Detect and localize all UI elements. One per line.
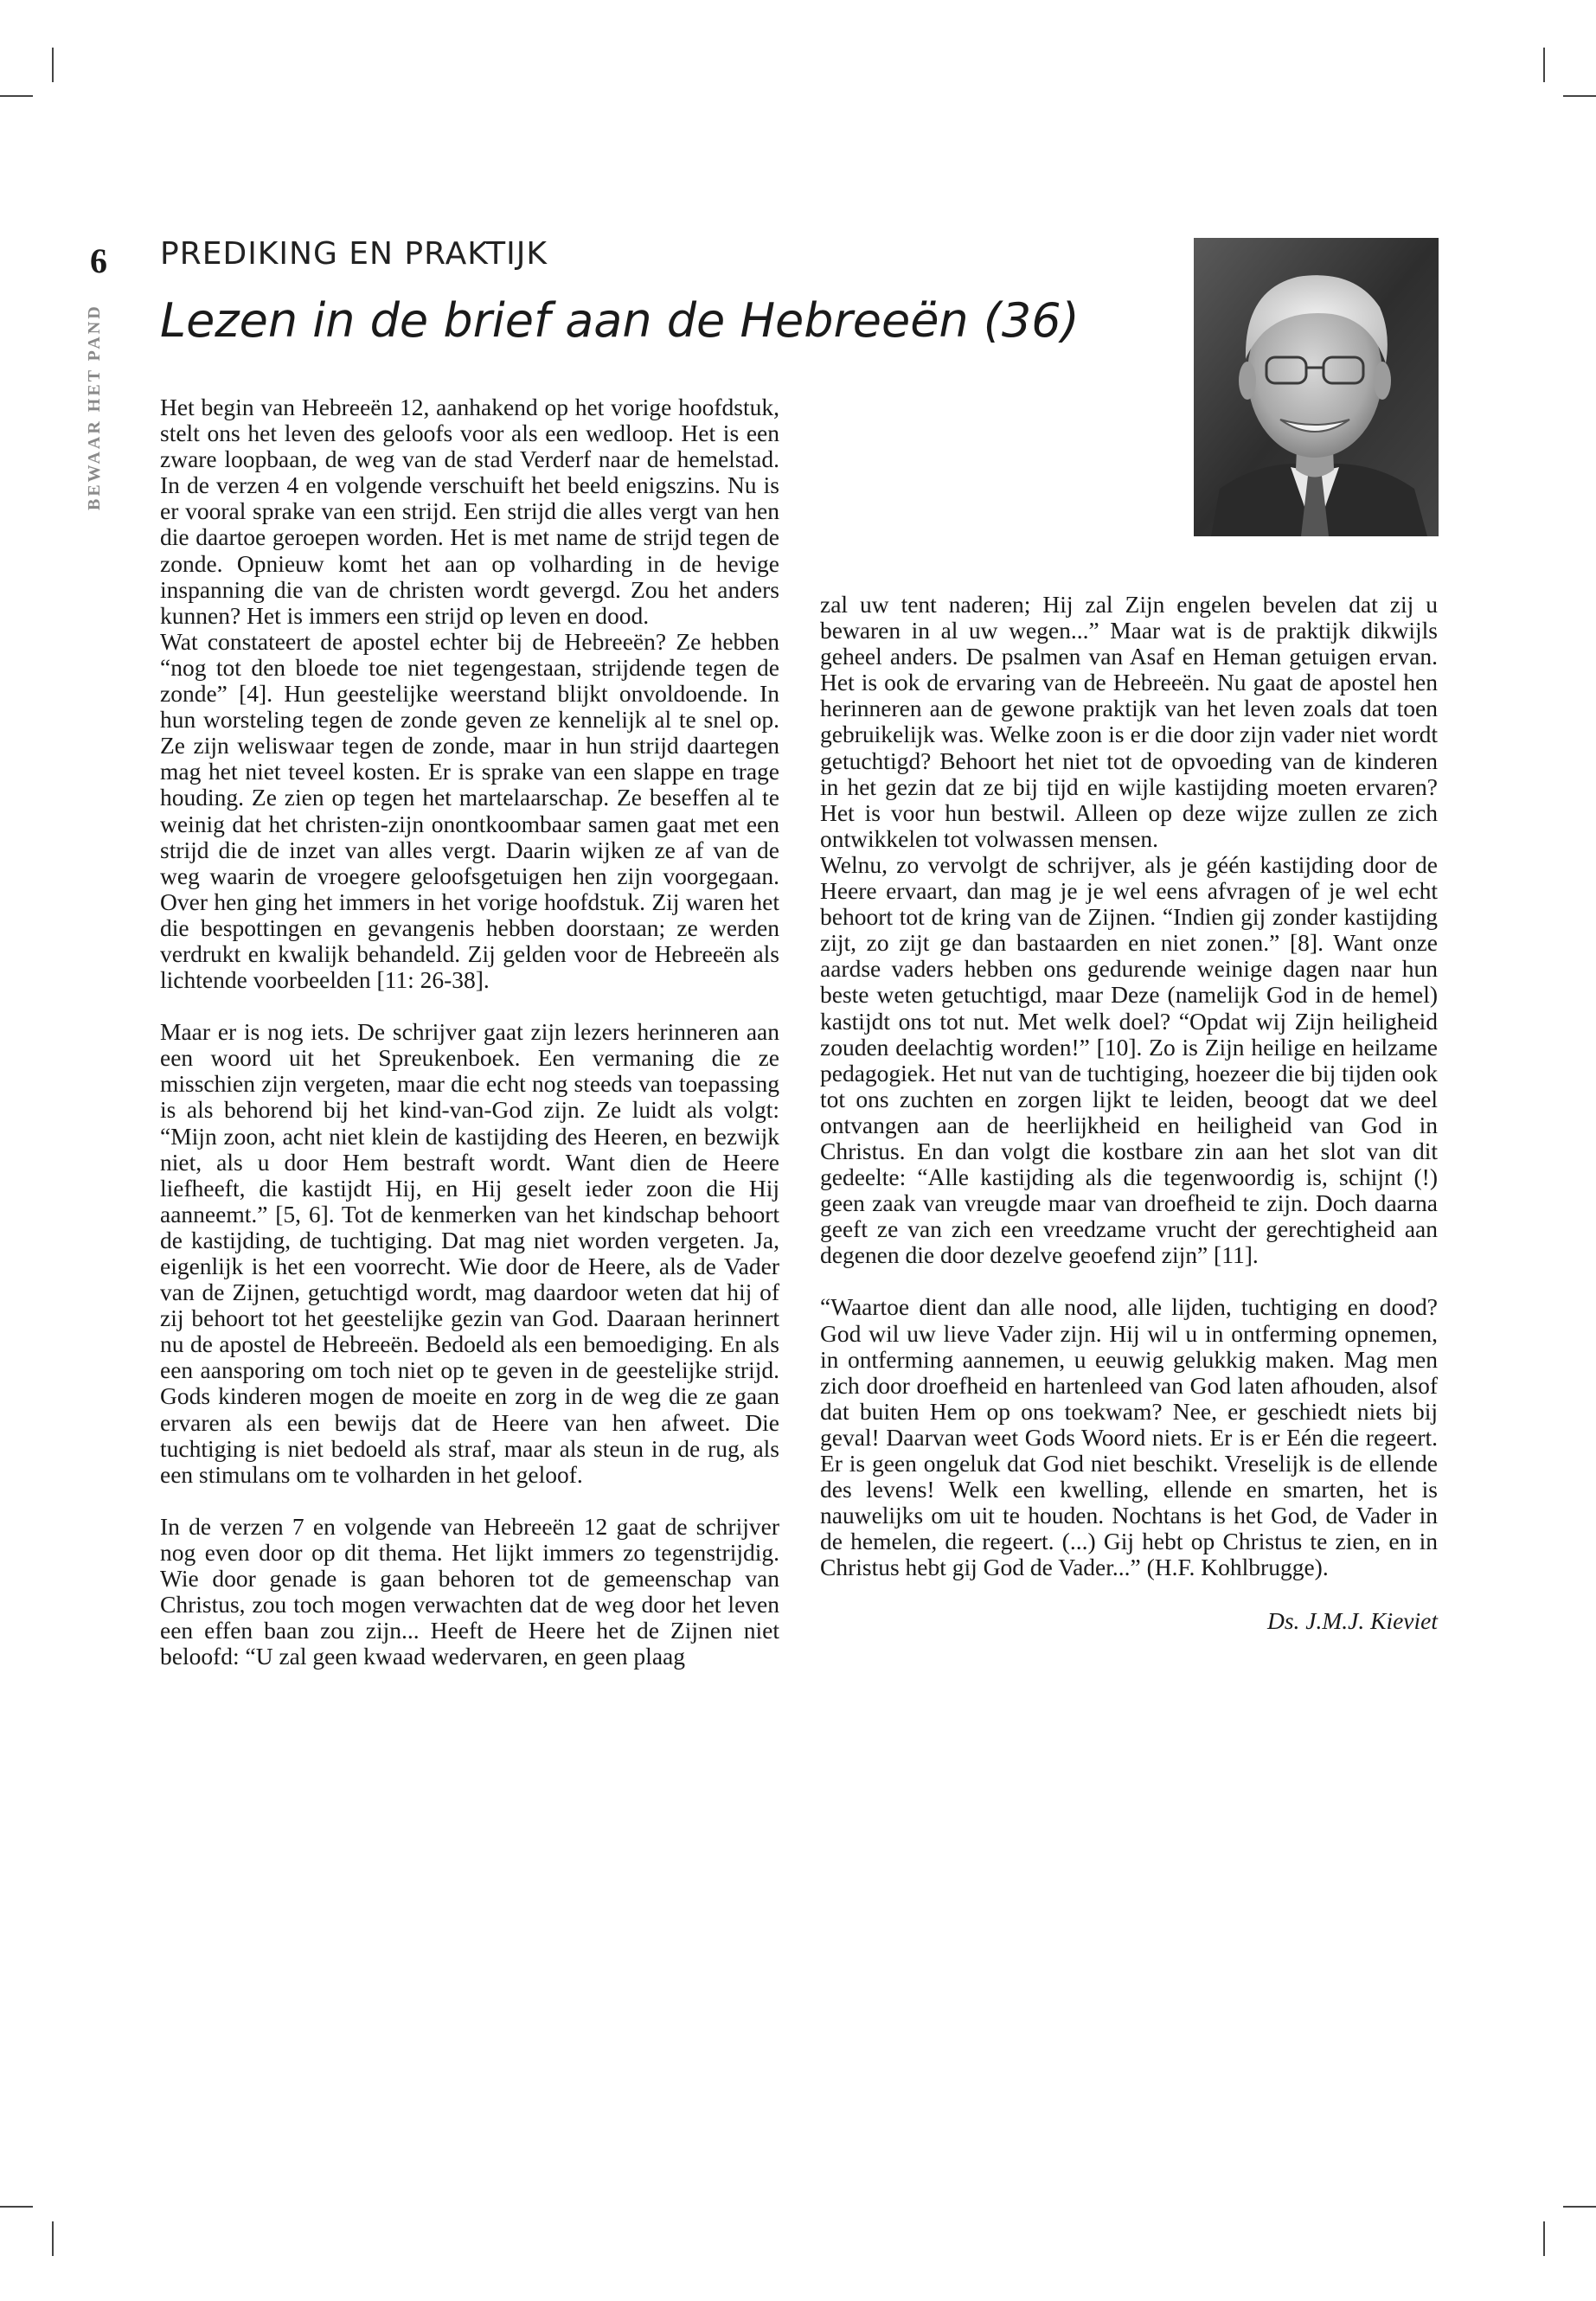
paragraph: Wat constateert de apostel echter bij de Hebreeën? Ze hebben “nog tot den bloede toe niet tegengestaan, strijdende tegen de zonde” [4]. Hun geestelijke weerstand blijkt onvoldoende. In hun worsteling tegen de zonde geven ze kennelijk al te snel op. Ze zijn weliswaar tegen de zonde, maar in hun strijd daartegen mag het niet teveel kosten. Er is sprake van een slappe en trage houding. Ze zien op tegen het martelaarschap. Ze beseffen al te weinig dat het christen-zijn onontkoombaar samen gaat met een strijd die de inzet van alles vergt. Daarin wijken ze af van de weg waarin de vroegere geloofsgetuigen hen zijn voorgegaan. Over hen ging het immers in het vorige hoofdstuk. Zij waren het die bespottingen en gevangenis hebben doorstaan; ze werden verdrukt en kwalijk behandeld. Zij gelden voor de Hebreeën als lichtende voorbeelden [11: 26-38]. <box>160 627 779 994</box>
crop-mark <box>1543 2221 1545 2256</box>
crop-mark <box>52 48 54 82</box>
paragraph: Het begin van Hebreeën 12, aanhakend op het vorige hoofdstuk, stelt ons het leven des geloofs voor als een wedloop. Het is een zware loopbaan, de weg van de stad Verderf naar de hemelstad. In de verzen 4 en volgende verschuift het beeld enigszins. Nu is er vooral sprake van een strijd. Een strijd die alles vergt van hen die daartoe geroepen worden. Het is met name de strijd tegen de zonde. Opnieuw komt het aan op volharding in de hevige inspanning die van de christen wordt gevergd. Zou het anders kunnen? Het is immers een strijd op leven en dood. <box>160 394 779 629</box>
article-column-right <box>820 592 1438 1635</box>
crop-mark <box>1563 2206 1596 2208</box>
crop-mark <box>1563 95 1596 97</box>
author-signature: Ds. J.M.J. Kieviet <box>1266 1607 1438 1635</box>
crop-mark <box>52 2221 54 2256</box>
section-label: BEWAAR HET PAND <box>85 304 104 510</box>
crop-mark <box>0 95 33 97</box>
crop-mark <box>0 2206 33 2208</box>
author-photo <box>1194 238 1439 536</box>
paragraph: Maar er is nog iets. De schrijver gaat zijn lezers herinneren aan een woord uit het Spreukenboek. Een vermaning die ze misschien zijn vergeten, maar die echt nog steeds van toepassing is als behorend bij het kind-van-God zijn. Ze luidt als volgt: “Mijn zoon, acht niet klein de kastijding des Heeren, en bezwijk niet, als u door Hem bestraft wordt. Want dien de Heere liefheeft, die kastijdt Hij, en Hij geselt ieder zoon die Hij aanneemt.” [5, 6]. Tot de kenmerken van het kindschap behoort de kastijding, de tuchtiging. Dat mag niet worden vergeten. Ja, eigenlijk is het een voorrecht. Wie door de Heere, als de Vader van de Zijnen, getuchtigd wordt, mag daardoor weten dat hij of zij behoort tot het geestelijke gezin van God. Daaraan herinnert nu de apostel de Hebreeën. Bedoeld als een bemoediging. En als een aansporing om toch niet op te geven in de geestelijke strijd. Gods kinderen mogen de moeite en zorg in de weg die ze gaan ervaren als een bewijs dat de Heere van hen afweet. Die tuchtiging is niet bedoeld als straf, maar als steun in de rug, als een stimulans om te volharden in het geloof. <box>160 1018 779 1488</box>
page-number: 6 <box>90 241 107 280</box>
rubric-heading: PREDIKING EN PRAKTIJK <box>160 236 548 272</box>
quotation-paragraph: “Waartoe dient dan alle nood, alle lijden, tuchtiging en dood? God wil uw lieve Vader zijn. Hij wil u in ontferming opnemen, in ontferming aannemen, u eeuwig gelukkig maken. Mag men zich door droefheid en hartenleed van God laten afhouden, alsof dat buiten Hem op ons toekwam? Nee, er geschiedt niets bij geval! Daarvan weet Gods Woord niets. Er is er Eén die regeert. Er is geen ongeluk dat God niet beschikt. Vreselijk is de ellende des levens! Welk een kwelling, ellende en smarten, het is nauwelijks om uit te houden. Nochtans is het God, de Vader in de hemelen, die regeert. (...) Gij hebt op Christus te zien, en in Christus hebt gij God de Vader...” (H.F. Kohlbrugge). <box>820 1293 1438 1581</box>
paragraph: In de verzen 7 en volgende van Hebreeën 12 gaat de schrijver nog even door op dit thema. Het lijkt immers zo tegenstrijdig. Wie door genade is gaan behoren tot de gemeenschap van Christus, zou toch mogen verwachten dat de weg door het leven een effen baan zou zijn... Heeft de Heere het de Zijnen niet beloofd: “U zal geen kwaad wedervaren, en geen plaag <box>160 1512 779 1670</box>
article-title: Lezen in de brief aan de Hebreeën (36) <box>160 293 1080 348</box>
crop-mark <box>1543 48 1545 82</box>
paragraph: zal uw tent naderen; Hij zal Zijn engelen bevelen dat zij u bewaren in al uw wegen...” Maar wat is de praktijk dikwijls geheel anders. De psalmen van Asaf en Heman getuigen ervan. Het is ook de ervaring van de Hebreeën. Nu gaat de apostel hen herinneren aan de gewone praktijk van het leven zoals dat toen gebruikelijk was. Welke zoon is er die door zijn vader niet wordt getuchtigd? Behoort het niet tot de opvoeding van de kinderen in het gezin dat ze bij tijd en wijle kastijding moeten ervaren? Het is voor hun bestwil. Alleen op deze wijze zullen ze zich ontwikkelen tot volwassen mensen. <box>820 591 1438 852</box>
paragraph: Welnu, zo vervolgt de schrijver, als je géén kastijding door de Heere ervaart, dan mag je je wel eens afvragen of je wel echt behoort tot de kring van de Zijnen. “Indien gij zonder kastijding zijt, zo zijt ge dan bastaarden en niet zonen.” [8]. Want onze aardse vaders hebben ons gedurende weinige dagen naar hun beste weten getuchtigd, maar Deze (namelijk God in de hemel) kastijdt ons tot nut. Met welk doel? “Opdat wij Zijn heiligheid zouden deelachtig worden!” [10]. Zo is Zijn heilige en heilzame pedagogiek. Het nut van de tuchtiging, hoezeer die bij tijden ook tot ons zuchten en zorgen lijkt te leiden, beoogt dat we deel ontvangen aan de heerlijkheid en heiligheid van God in Christus. En dan volgt die kostbare zin aan het slot van dit gedeelte: “Alle kastijding als die tegenwoordig is, schijnt (!) geen zaak van vreugde maar van droefheid te zijn. Doch daarna geeft ze van zich een vreedzame vrucht der gerechtigheid aan degenen die door dezelve geoefend zijn” [11]. <box>820 850 1438 1269</box>
article-column-left <box>160 394 779 1670</box>
